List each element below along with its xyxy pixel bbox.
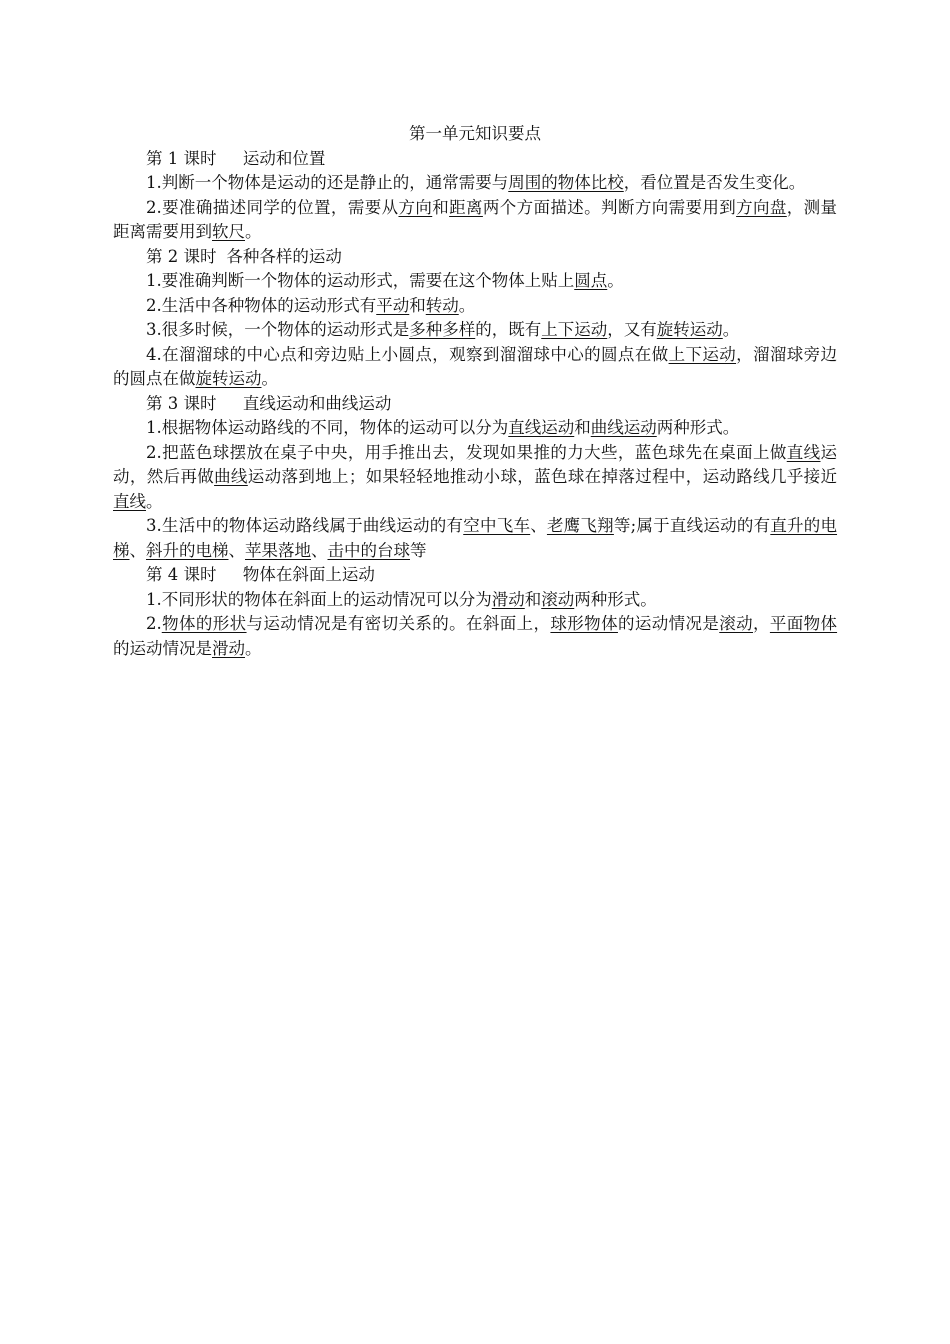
key-term: 击中的台球 [327,540,410,560]
key-term: 上下运动 [541,320,608,339]
key-term: 多种多样 [409,320,476,339]
text-segment: 、 [530,516,547,535]
text-segment: 2.把蓝色球摆放在桌子中央，用手推出去，发现如果推的力大些，蓝色球先在桌面上做 [146,442,787,462]
key-term: 老鹰飞翔 [546,516,614,535]
text-segment: 的，既有 [475,320,542,339]
text-segment: ，溜溜球旁边的圆点在做 [113,344,838,388]
text-segment: 3.生活中的物体运动路线属于曲线运动的有 [146,516,464,535]
text-segment: ， [753,614,770,633]
lesson-label: 第 1 课时 [146,148,217,168]
text-segment: 。 [722,320,740,339]
key-term: 滚动 [719,614,754,633]
knowledge-point [113,269,837,294]
knowledge-point [113,416,837,441]
key-term: 旋转运动 [656,320,723,339]
lesson-heading [113,245,837,270]
key-term: 球形物体 [550,614,618,633]
key-term: 直线 [786,442,821,462]
lesson-name: 直线运动和曲线运动 [242,393,392,413]
key-term: 滑动 [491,589,525,609]
knowledge-point [113,171,837,196]
key-term: 上下运动 [668,344,737,364]
lesson-heading [113,563,837,588]
text-segment: ，又有 [607,320,657,339]
lesson-label: 第 4 课时 [146,565,217,584]
text-segment: 4.在溜溜球的中心点和旁边贴上小圆点，观察到溜溜球中心的圆点在做 [146,344,669,364]
key-term: 方向 [398,197,433,217]
lesson-label: 第 3 课时 [146,393,217,413]
text-segment: 。 [245,222,262,241]
knowledge-point [113,318,837,343]
key-term: 平动 [376,295,410,315]
text-segment: 1.根据物体运动路线的不同，物体的运动可以分为 [146,418,509,437]
text-segment: 和 [432,197,450,217]
text-segment: 两个方面描述。判断方向需要用到 [482,197,737,217]
text-segment: ，看位置是否发生变化。 [623,173,806,192]
knowledge-point [113,514,837,563]
text-segment: 两种形式。 [656,418,740,437]
key-term: 方向盘 [736,197,787,217]
text-segment: 。 [607,271,624,290]
text-segment: 两种形式。 [574,589,657,609]
key-term: 苹果落地 [245,540,311,560]
text-segment: 和 [524,589,542,609]
text-segment: 等 [410,540,427,560]
key-term: 斜升的电梯 [146,540,229,560]
lesson-name: 物体在斜面上运动 [242,565,375,584]
key-term: 直升的电梯 [113,516,838,560]
text-segment: 、 [311,540,328,560]
text-segment: 运动，然后再做 [113,442,837,486]
text-segment: 和 [409,295,426,315]
text-segment: 1.要准确判断一个物体的运动形式，需要在这个物体上贴上 [146,271,575,290]
document-title: 第一单元知识要点 [409,124,541,143]
text-segment: 3.很多时候，一个物体的运动形式是 [146,320,410,339]
text-segment: 。 [146,491,163,511]
text-segment: 1.不同形状的物体在斜面上的运动情况可以分为 [146,589,492,609]
text-segment: 的运动情况是 [617,614,720,633]
lesson-heading [113,147,837,172]
text-segment: 等;属于直线运动的有 [613,516,771,535]
key-term: 圆点 [574,271,608,290]
text-segment: 2.要准确描述同学的位置，需要从 [146,197,399,217]
key-term: 空中飞车 [463,516,531,535]
key-term: 软尺 [212,222,245,241]
key-term: 周围的物体比校 [508,173,624,192]
key-term: 平面物体 [769,614,838,633]
key-term: 转动 [425,295,459,315]
knowledge-point [113,343,837,392]
document-page [113,122,837,661]
key-term: 直线 [113,491,146,511]
text-segment: 和 [574,418,591,437]
key-term: 距离 [449,197,483,217]
knowledge-point [113,612,837,661]
text-segment: 1.判断一个物体是运动的还是静止的，通常需要与 [146,173,509,192]
text-segment: 、 [129,540,146,560]
key-term: 滑动 [212,638,245,658]
knowledge-point [113,196,837,245]
text-segment: 。 [245,638,262,658]
knowledge-point [113,588,837,613]
key-term: 曲线 [214,467,248,486]
key-term: 滚动 [541,589,575,609]
lesson-name: 运动和位置 [242,148,326,168]
key-term: 曲线运动 [590,418,657,437]
text-segment: 的运动情况是 [113,638,212,658]
text-segment: 2. [146,614,162,633]
text-segment: 与运动情况是有密切关系的。在斜面上， [246,614,551,633]
text-segment: 运动落到地上；如果轻轻地推动小球，蓝色球在掉落过程中，运动路线几乎接近 [247,467,838,486]
text-segment: 2.生活中各种物体的运动形式有 [146,295,377,315]
text-segment: 、 [228,540,245,560]
key-term: 物体的形状 [161,614,247,633]
key-term: 直线运动 [508,418,575,437]
lesson-heading [113,392,837,417]
knowledge-point [113,441,837,515]
key-term: 旋转运动 [195,369,262,388]
text-segment: 。 [458,295,476,315]
knowledge-point [113,294,837,319]
text-segment: 。 [261,369,278,388]
text-segment: ，测量距离需要用到 [113,197,838,241]
lesson-list [113,147,837,662]
lesson-label: 第 2 课时 [146,246,217,266]
lesson-name: 各种各样的运动 [226,246,342,266]
